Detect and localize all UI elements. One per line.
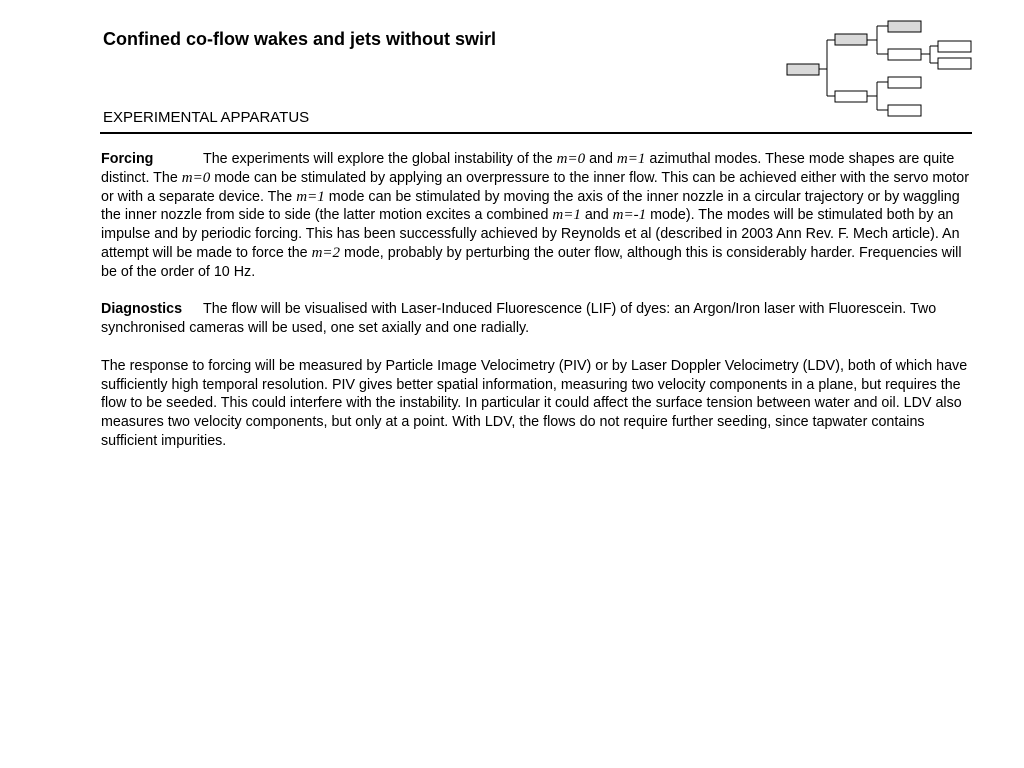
mode-label: m=0 (556, 151, 586, 167)
forcing-text: mode). The modes will be stimulated both by an impulse and by periodic forcing. This has been successfully achieved by Reynolds et al (described in 2003 Ann Rev. F. Mech article). An attempt will be made to force the (101, 207, 960, 261)
forcing-text: The experiments will explore the global instability of the (203, 151, 557, 167)
mode-label: m=0 (181, 169, 211, 186)
diagnostics-paragraph (101, 300, 971, 338)
tree-node-lower-b[interactable] (888, 105, 921, 116)
forcing-heading: Forcing (101, 151, 154, 167)
tree-node-upper[interactable] (835, 34, 867, 45)
forcing-text: mode, probably by perturbing the outer flow, although this is considerably harder. Frequencies will be of the order of 10 Hz. (101, 244, 962, 280)
tree-node-upper-a[interactable] (888, 21, 921, 32)
mode-label: m=1 (296, 188, 325, 205)
slide-title: Confined co-flow wakes and jets without swirl (103, 29, 497, 49)
diagnostics-heading: Diagnostics (101, 301, 183, 318)
forcing-text: mode can be stimulated by applying an overpressure to the inner flow. This can be achieved either with the servo motor or with a separate device. The (101, 169, 969, 205)
navigation-tree (780, 14, 980, 124)
mode-label: m=1 (616, 151, 646, 167)
forcing-text: azimuthal modes. These mode shapes are quite distinct. The (101, 151, 955, 186)
slide-body (101, 150, 971, 470)
forcing-text: and (580, 207, 613, 224)
tree-node-root[interactable] (787, 64, 819, 75)
tree-node-lower[interactable] (835, 91, 867, 102)
response-paragraph: The response to forcing will be measured by Particle Image Velocimetry (PIV) or by Laser Doppler Velocimetry (LDV), both of which have sufficiently high temporal resolution. PIV gives better spatial information, measuring two velocity components in a plane, but requires the flow to be seeded. This could interfere with the instability. In particular it could affect the surface tension between water and oil. LDV also measures two velocity components, but only at a point. With LDV, the flows do not require further seeding, since tapwater contains sufficient impurities. (101, 357, 968, 449)
forcing-text: mode can be stimulated by moving the axis of the inner nozzle in a circular trajectory or by waggling the inner nozzle from side to side (the latter motion excites a combined (101, 188, 960, 224)
mode-label: m=-1 (612, 207, 647, 224)
forcing-paragraph (101, 150, 971, 282)
mode-label: m=1 (552, 207, 581, 224)
tree-node-lower-a[interactable] (888, 77, 921, 88)
tree-node-leaf-a[interactable] (938, 41, 971, 52)
diagnostics-text: The flow will be visualised with Laser-Induced Fluorescence (LIF) of dyes: an Argon/Iron laser with Fluorescein. Two synchronised cameras will be used, one set axially and one radially. (101, 301, 937, 337)
mode-label: m=2 (311, 244, 341, 261)
forcing-text: and (585, 151, 617, 167)
tree-node-upper-b[interactable] (888, 49, 921, 60)
tree-node-leaf-b[interactable] (938, 58, 971, 69)
section-heading: EXPERIMENTAL APPARATUS (103, 109, 310, 126)
section-divider (100, 132, 972, 134)
